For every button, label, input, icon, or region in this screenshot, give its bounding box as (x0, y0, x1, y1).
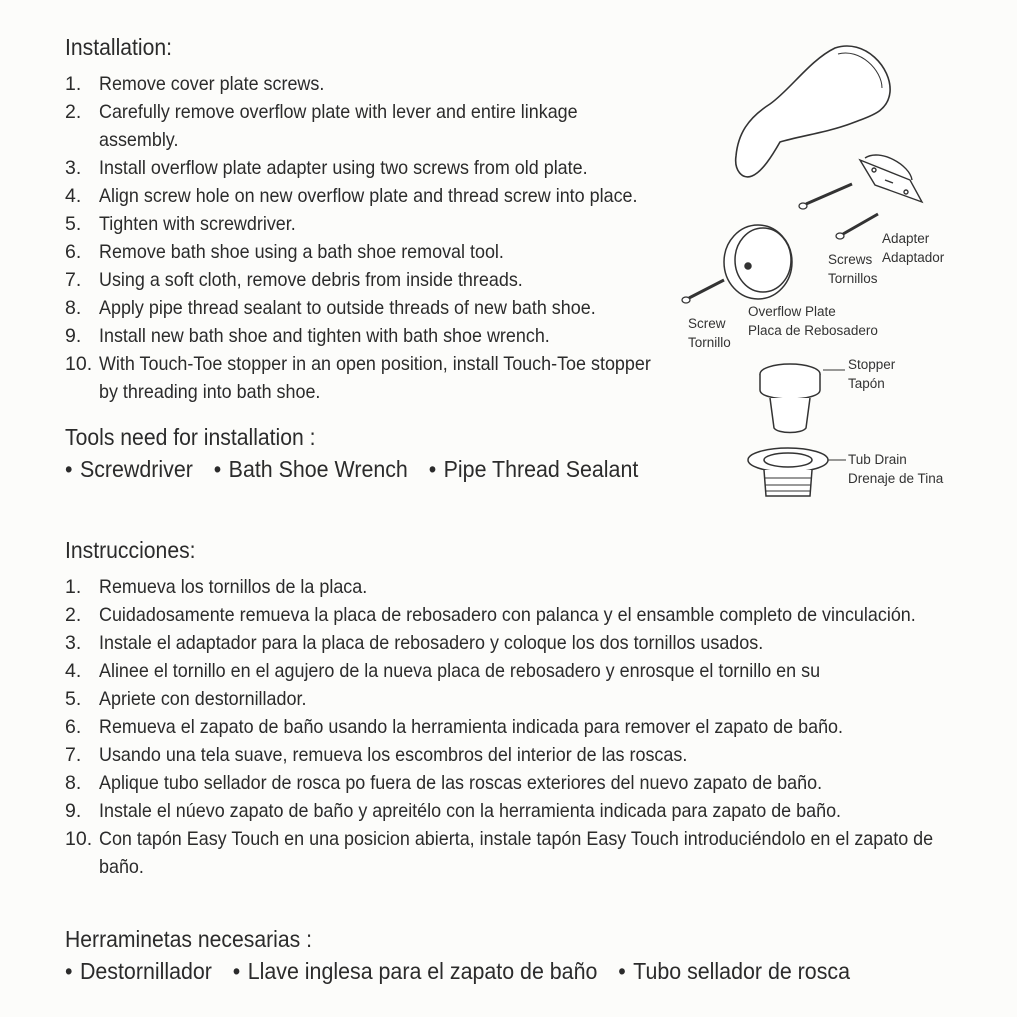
step-number: 10. (65, 353, 93, 375)
step-number: 3. (65, 157, 82, 179)
step-number: 5. (65, 688, 82, 710)
tool-item: • Destornillador (65, 958, 212, 985)
step-number: 1. (65, 73, 82, 95)
step-number: 2. (65, 101, 82, 123)
list-item (65, 322, 699, 350)
tub-drain-illustration (748, 448, 828, 496)
tool-item: • Screwdriver (65, 456, 193, 483)
step-number: 5. (65, 213, 82, 235)
instrucciones-steps (65, 573, 1017, 881)
step-text: Tighten with screwdriver. (99, 213, 296, 235)
step-text: Remove bath shoe using a bath shoe removal tool. (99, 241, 504, 263)
list-item (65, 741, 1017, 769)
installation-steps (65, 70, 699, 406)
list-item (65, 685, 1017, 713)
list-item (65, 294, 699, 322)
step-text: Instale el adaptador para la placa de rebosadero y coloque los dos tornillos usados. (99, 632, 764, 654)
step-text: Instale el núevo zapato de baño y apreitélo con la herramienta indicada para zapato de baño. (99, 800, 842, 822)
step-number: 4. (65, 185, 82, 207)
screws-label-es: Tornillos (828, 271, 878, 286)
list-item (65, 713, 1017, 741)
list-item (65, 797, 1017, 825)
step-text: Align screw hole on new overflow plate and thread screw into place. (99, 185, 638, 207)
step-text: Remove cover plate screws. (99, 73, 325, 95)
step-text: Con tapón Easy Touch en una posicion abierta, instale tapón Easy Touch introduciéndolo en el zapato de baño. (99, 828, 934, 878)
list-item (65, 601, 1017, 629)
tub-drain-label-es: Drenaje de Tina (848, 471, 944, 486)
step-number: 9. (65, 800, 82, 822)
step-text: With Touch-Toe stopper in an open position, install Touch-Toe stopper by threading into bath shoe. (99, 353, 651, 403)
screw-illustration (682, 280, 724, 303)
step-number: 4. (65, 660, 82, 682)
tool-item: • Llave inglesa para el zapato de baño (233, 958, 598, 985)
list-item (65, 769, 1017, 797)
stopper-illustration (760, 364, 820, 433)
step-text: Remueva el zapato de baño usando la herramienta indicada para remover el zapato de baño. (99, 716, 844, 738)
step-number: 2. (65, 604, 82, 626)
list-item (65, 629, 1017, 657)
list-item (65, 238, 699, 266)
tool-item: • Pipe Thread Sealant (429, 456, 639, 483)
parts-diagram (660, 30, 980, 500)
list-item (65, 266, 699, 294)
list-item (65, 98, 699, 154)
overflow-plate-illustration (724, 225, 792, 299)
step-number: 8. (65, 297, 82, 319)
step-text: Aplique tubo sellador de rosca po fuera de las roscas exteriores del nuevo zapato de baño. (99, 772, 823, 794)
screw-label-es: Tornillo (688, 335, 731, 350)
adapter-illustration (860, 155, 922, 202)
list-item (65, 182, 699, 210)
tub-drain-label: Tub Drain (848, 452, 907, 467)
list-item (65, 210, 699, 238)
overflow-plate-label-es: Placa de Rebosadero (748, 323, 878, 338)
step-text: Usando una tela suave, remueva los escombros del interior de las roscas. (99, 744, 688, 766)
instrucciones-heading: Instrucciones: (65, 537, 196, 563)
stopper-label-es: Tapón (848, 376, 885, 391)
list-item (65, 825, 1017, 881)
tool-item: • Tubo sellador de rosca (618, 958, 850, 985)
list-item (65, 154, 699, 182)
step-text: Cuidadosamente remueva la placa de rebosadero con palanca y el ensamble completo de vinculación. (99, 604, 916, 626)
step-text: Apriete con destornillador. (99, 688, 307, 710)
adapter-label: Adapter (882, 231, 930, 246)
step-number: 3. (65, 632, 82, 654)
screws-label: Screws (828, 252, 873, 267)
list-item (65, 573, 1017, 601)
overflow-plate-label: Overflow Plate (748, 304, 836, 319)
stopper-label: Stopper (848, 357, 896, 372)
screws-illustration (799, 184, 878, 239)
step-text: Install overflow plate adapter using two screws from old plate. (99, 157, 588, 179)
installation-heading: Installation: (65, 34, 173, 60)
tool-item: • Bath Shoe Wrench (214, 456, 408, 483)
step-text: Using a soft cloth, remove debris from inside threads. (99, 269, 523, 291)
step-number: 6. (65, 241, 82, 263)
step-text: Carefully remove overflow plate with lever and entire linkage assembly. (99, 101, 578, 151)
tools-heading: Tools need for installation : (65, 424, 316, 450)
step-text: Remueva los tornillos de la placa. (99, 576, 368, 598)
step-number: 6. (65, 716, 82, 738)
step-number: 7. (65, 744, 82, 766)
step-number: 10. (65, 828, 93, 850)
adapter-label-es: Adaptador (882, 250, 945, 265)
herramientas-heading: Herraminetas necesarias : (65, 926, 312, 952)
leader-lines (823, 370, 846, 460)
list-item (65, 70, 699, 98)
step-text: Install new bath shoe and tighten with bath shoe wrench. (99, 325, 550, 347)
tools-list (65, 456, 655, 483)
screw-label: Screw (688, 316, 726, 331)
step-text: Apply pipe thread sealant to outside threads of new bath shoe. (99, 297, 596, 319)
step-number: 9. (65, 325, 82, 347)
step-number: 1. (65, 576, 82, 598)
list-item (65, 350, 699, 406)
step-text: Alinee el tornillo en el agujero de la nueva placa de rebosadero y enrosque el tornillo en su (99, 660, 821, 682)
step-number: 8. (65, 772, 82, 794)
herramientas-list (65, 958, 867, 985)
step-number: 7. (65, 269, 82, 291)
list-item (65, 657, 1017, 685)
